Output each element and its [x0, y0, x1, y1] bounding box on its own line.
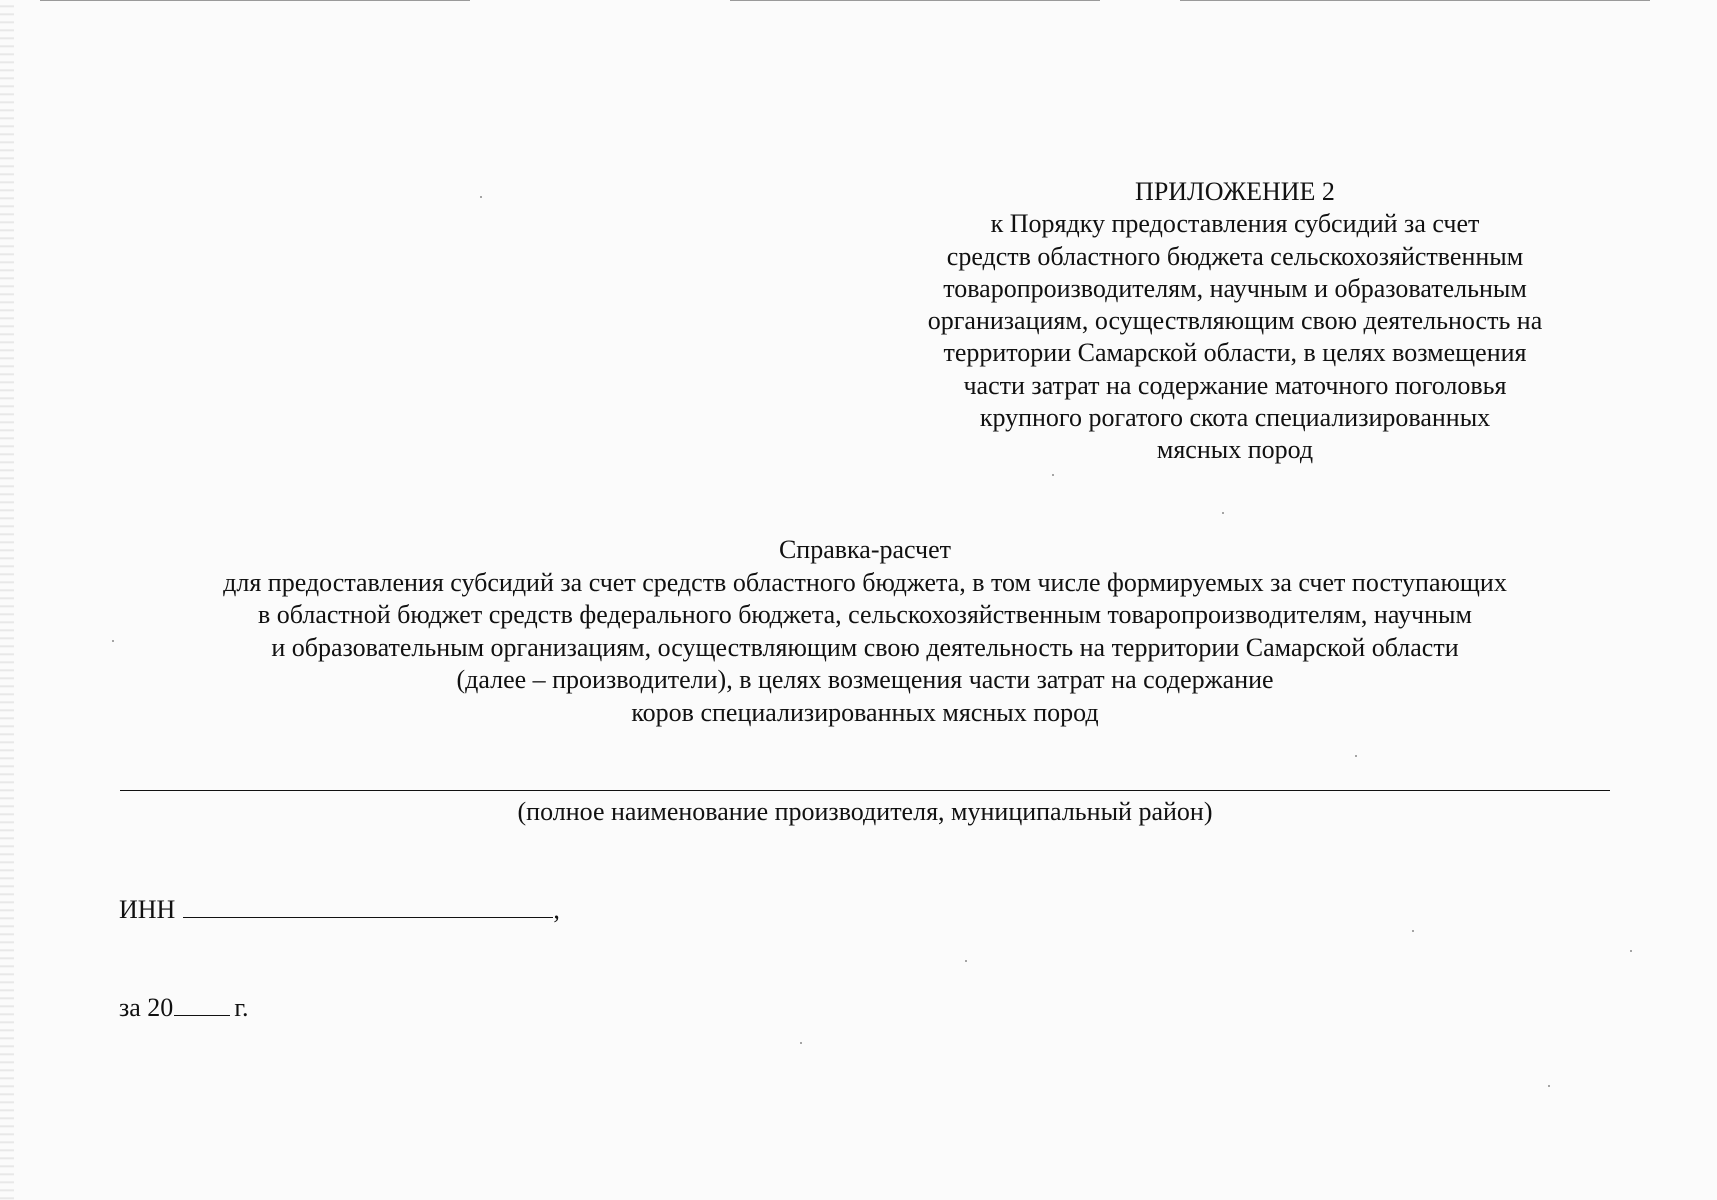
appendix-line: товаропроизводителям, научным и образовательным	[943, 273, 1527, 303]
inn-label: ИНН	[119, 895, 176, 924]
scan-border-line	[730, 0, 1100, 1]
scan-border-line	[1180, 0, 1650, 1]
year-blank-field[interactable]	[174, 991, 230, 1016]
appendix-line: мясных пород	[1156, 435, 1314, 465]
scan-speck	[965, 960, 967, 962]
scan-speck	[480, 196, 482, 198]
spravka-line: для предоставления субсидий за счет средств областного бюджета, в том числе формируемых за счет поступающих	[223, 567, 1507, 597]
inn-blank-field[interactable]	[183, 893, 553, 918]
appendix-line: средств областного бюджета сельскохозяйственным	[946, 241, 1524, 271]
scan-speck	[800, 1042, 802, 1044]
year-prefix: за 20	[119, 993, 174, 1022]
inn-suffix: ,	[553, 895, 560, 924]
scan-speck	[1548, 1085, 1550, 1087]
spravka-title: Справка-расчет	[778, 535, 952, 564]
appendix-header	[860, 176, 1610, 467]
scan-speck	[1412, 930, 1414, 932]
spravka-line: и образовательным организациям, осуществляющим свою деятельность на территории Самарской области	[271, 632, 1459, 662]
appendix-line: территории Самарской области, в целях возмещения	[943, 338, 1527, 368]
spravka-block	[120, 534, 1610, 729]
scan-border-line	[40, 0, 470, 1]
producer-name-line[interactable]	[120, 790, 1610, 791]
scan-edge-noise	[0, 0, 14, 1200]
year-row	[119, 991, 249, 1024]
scan-speck	[1355, 755, 1357, 757]
spravka-line: в областной бюджет средств федерального бюджета, сельскохозяйственным товаропроизводителям, научным	[258, 600, 1472, 629]
appendix-line: к Порядку предоставления субсидий за счет	[990, 209, 1480, 239]
appendix-heading: ПРИЛОЖЕНИЕ 2	[1135, 177, 1335, 206]
spravka-line: коров специализированных мясных пород	[631, 697, 1099, 727]
scan-speck	[1630, 950, 1632, 952]
year-suffix: г.	[234, 993, 249, 1022]
scan-speck	[1222, 512, 1224, 514]
scan-speck	[112, 640, 114, 642]
spravka-line: (далее – производители), в целях возмещения части затрат на содержание	[456, 665, 1274, 694]
appendix-line: крупного рогатого скота специализированных	[979, 403, 1491, 433]
producer-caption: (полное наименование производителя, муниципальный район)	[517, 797, 1213, 826]
scan-speck	[1052, 474, 1054, 476]
appendix-line: организациям, осуществляющим свою деятельность на	[927, 306, 1543, 336]
appendix-line: части затрат на содержание маточного поголовья	[963, 370, 1507, 400]
inn-row	[119, 893, 560, 926]
